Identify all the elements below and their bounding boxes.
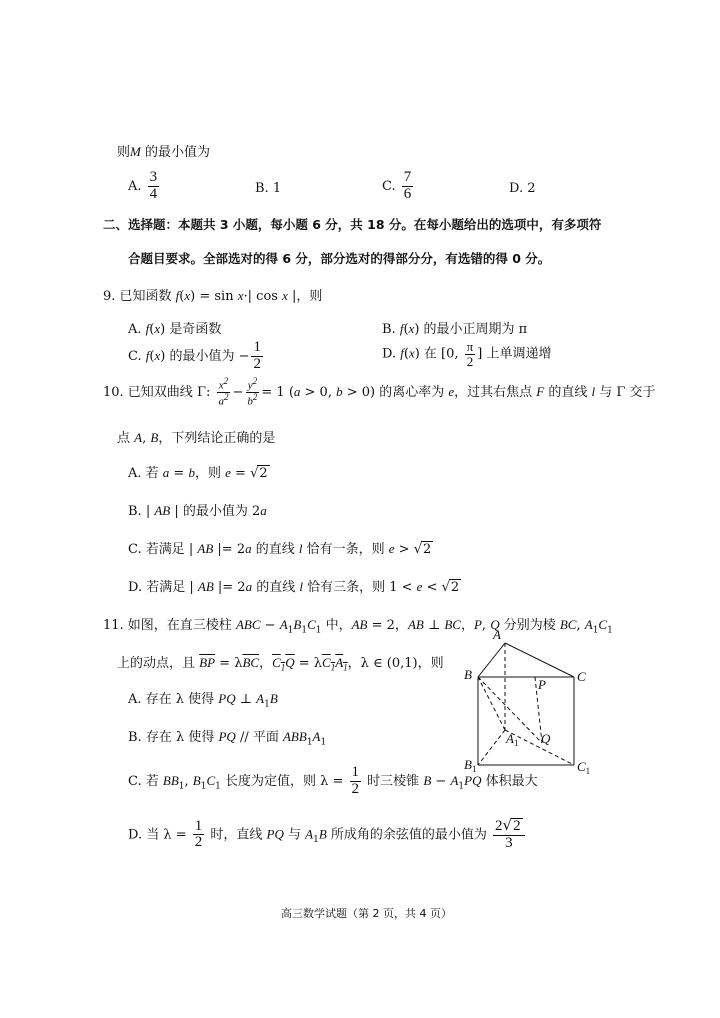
edge-AB bbox=[478, 643, 505, 677]
page-footer: 高三数学试题（第 2 页，共 4 页） bbox=[281, 907, 452, 920]
label-A: A bbox=[493, 627, 501, 642]
q8-option-b: B. 1 bbox=[255, 181, 282, 196]
q8-option-c: C. $\frac{7}{6}$ bbox=[382, 169, 412, 202]
q10-option-a: A. 若 a = b，则 e = √2 bbox=[128, 465, 268, 481]
q10-option-c: C. 若满足 | AB |= 2a 的直线 l 恰有一条，则 e > √2 bbox=[128, 541, 432, 557]
q9-option-a: A. f(x) 是奇函数 bbox=[128, 321, 222, 337]
edge-AC bbox=[505, 643, 574, 677]
q11-option-d: D. 当 λ = $\frac{1}{2}$ 时，直线 PQ 与 $A_1B$ 所成角的余弦值的最小值为 $\frac{2√2}{3}$ bbox=[128, 818, 527, 852]
q11-option-c: C. 若 $BB_1$, $B_1C_1$ 长度为定值，则 λ = $\frac{1}{2}$ 时三棱锥 $B - A_1PQ$ 体积最大 bbox=[128, 764, 538, 797]
q11-option-b: B. 存在 λ 使得 PQ // 平面 $ABB_1A_1$ bbox=[128, 729, 327, 748]
q8-option-d: D. 2 bbox=[509, 181, 536, 196]
q8-stem-text: 则M 的最小值为 bbox=[117, 144, 210, 160]
prism-figure bbox=[460, 625, 600, 775]
label-C1: $C_1$ bbox=[577, 759, 591, 775]
label-Q: Q bbox=[541, 731, 551, 746]
q8-option-a: A. $\frac{3}{4}$ bbox=[128, 169, 158, 202]
q10-stem-line2: 点 A, B，下列结论正确的是 bbox=[117, 430, 276, 446]
q10-option-d: D. 若满足 | AB |= 2a 的直线 l 恰有三条，则 1 < e < √2 bbox=[128, 579, 460, 595]
q11-stem-line1: 11. 如图，在直三棱柱 ABC − $A_1B_1C_1$ 中，AB = 2，AB ⊥ BC，P, Q 分别为棱 BC, $A_1C_1$ bbox=[103, 617, 613, 636]
q11-stem-line2: 上的动点，且 $\overline{BP} = \lambda\overline{BC}$，$C_1Q = \lambda C_1A_1$，λ ∈ (0,1)，则 bbox=[117, 655, 444, 673]
label-B1: $B_1$ bbox=[464, 757, 477, 774]
q10-option-b: B. | AB | 的最小值为 2a bbox=[128, 503, 267, 519]
section-heading-line1: 二、选择题：本题共 3 小题，每小题 6 分，共 18 分。在每小题给出的选项中，有多项符 bbox=[103, 217, 602, 232]
label-B: B bbox=[464, 667, 472, 682]
section-heading-line2: 合题目要求。全部选对的得 6 分，部分选对的得部分分，有选错的得 0 分。 bbox=[128, 251, 551, 266]
q9-option-c: C. f(x) 的最小值为 − $\frac{1}{2}$ bbox=[128, 339, 261, 372]
label-A1: $A_1$ bbox=[506, 731, 519, 748]
q9-option-b: B. f(x) 的最小正周期为 π bbox=[382, 321, 528, 337]
segment-A1B bbox=[478, 677, 505, 730]
q8-stem bbox=[117, 141, 210, 160]
label-C: C bbox=[577, 669, 586, 684]
edge-A1B1 bbox=[478, 730, 505, 765]
q10-stem-line1: 10. 已知双曲线 Γ: $\frac{x^2}{a^2}$ − $\frac{y^2}{b^2}$ = 1 (a > 0, b > 0) 的离心率为 e，过其右焦点 F 的直线 l 与 Γ 交于 bbox=[103, 376, 656, 408]
q9-stem: 9. 已知函数 f(x) = sin x·| cos x |，则 bbox=[103, 288, 323, 304]
q9-option-d: D. f(x) 在 [0, $\frac{\pi}{2}$ ] 上单调递增 bbox=[382, 339, 552, 369]
q11-option-a: A. 存在 λ 使得 PQ ⊥ $A_1B$ bbox=[128, 691, 278, 710]
label-P: P bbox=[538, 677, 546, 692]
